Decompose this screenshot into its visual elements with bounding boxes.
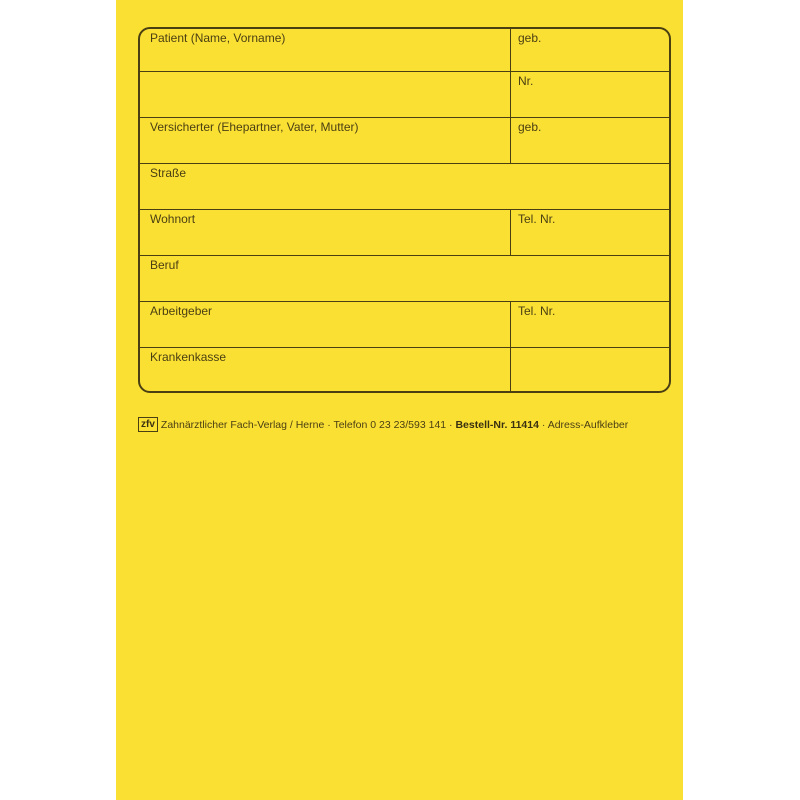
zfv-logo: zfv [138, 417, 158, 432]
row-patient-number [140, 71, 669, 117]
publisher-info: Zahnärztlicher Fach-Verlag / Herne · Telefon 0 23 23/593 141 · [160, 418, 456, 431]
label-insured-birthdate: geb. [518, 120, 542, 134]
row-insured [140, 117, 669, 163]
publisher-footer [138, 417, 628, 432]
label-phone: Tel. Nr. [518, 212, 556, 226]
row-occupation [140, 255, 669, 301]
product-name: · Adress-Aufkleber [538, 418, 629, 431]
row-street [140, 163, 669, 209]
row-employer [140, 301, 669, 347]
label-insured: Versicherter (Ehepartner, Vater, Mutter) [150, 120, 359, 134]
row-city [140, 209, 669, 255]
column-divider [510, 210, 511, 255]
column-divider [510, 302, 511, 347]
column-divider [510, 348, 511, 393]
label-employer-phone: Tel. Nr. [518, 304, 556, 318]
label-street: Straße [150, 166, 187, 180]
row-patient [140, 29, 669, 72]
label-patient-name: Patient (Name, Vorname) [150, 31, 286, 45]
label-health-insurance: Krankenkasse [150, 350, 227, 364]
label-number: Nr. [518, 74, 534, 88]
patient-form [138, 27, 671, 393]
column-divider [510, 72, 511, 117]
label-occupation: Beruf [150, 258, 179, 272]
order-number: Bestell-Nr. 11414 [455, 418, 539, 431]
label-city: Wohnort [150, 212, 196, 226]
address-label-sheet [116, 0, 683, 800]
row-health-insurance [140, 347, 669, 393]
label-employer: Arbeitgeber [150, 304, 213, 318]
column-divider [510, 29, 511, 72]
label-birthdate: geb. [518, 31, 542, 45]
column-divider [510, 118, 511, 163]
